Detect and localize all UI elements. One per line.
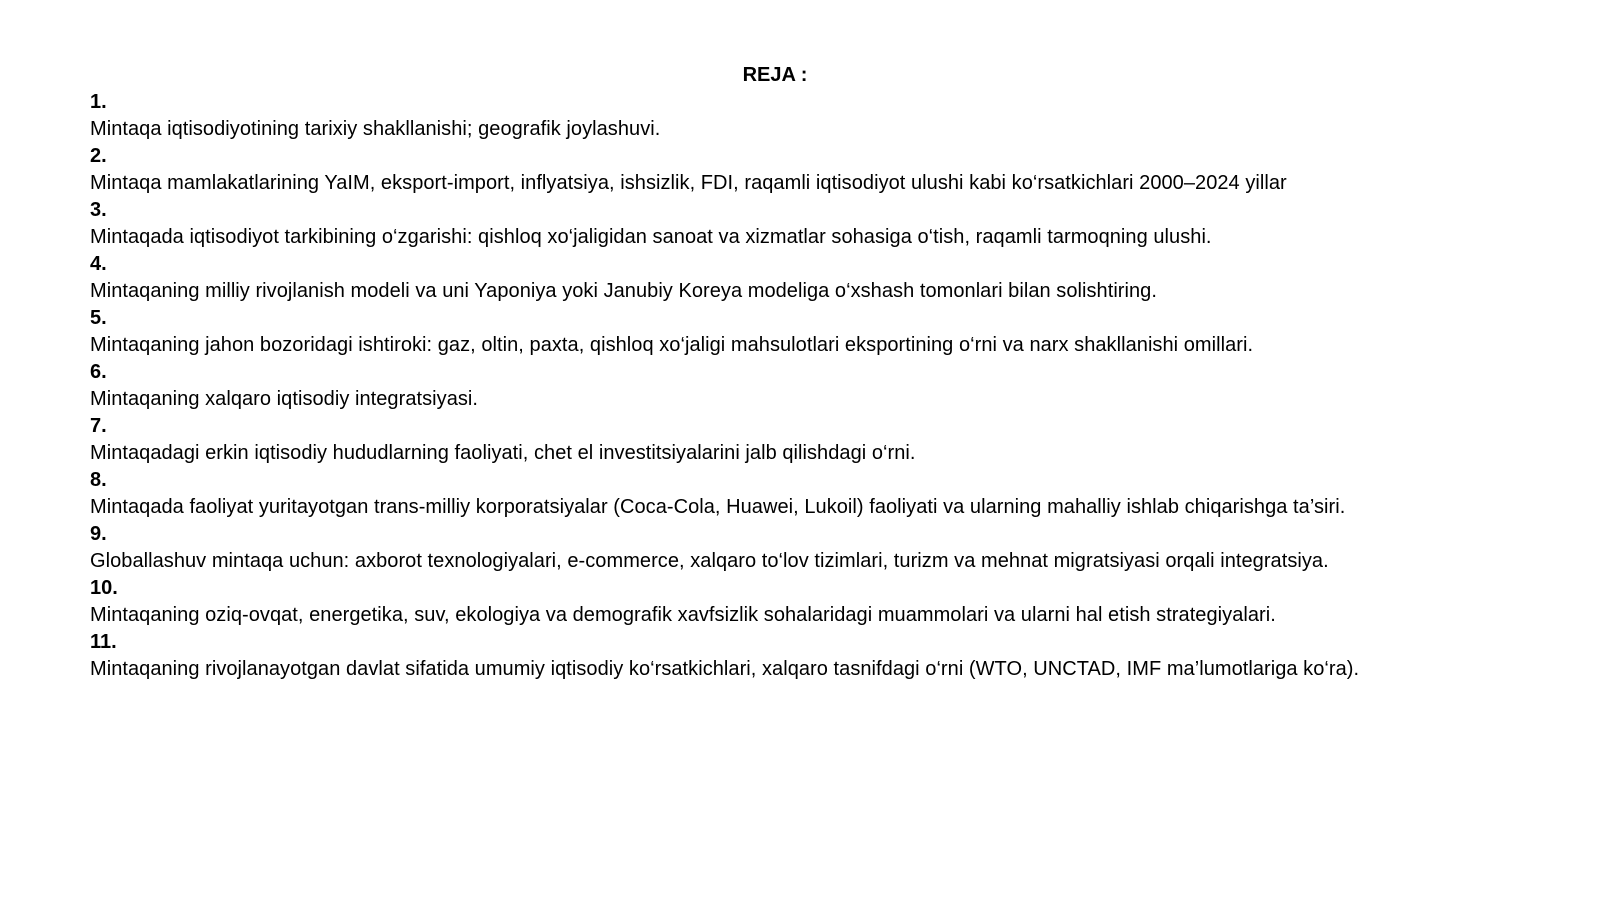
list-item xyxy=(90,467,1460,521)
item-number: 3. xyxy=(90,199,107,221)
list-item xyxy=(90,359,1460,413)
item-number: 4. xyxy=(90,253,107,275)
item-number: 5. xyxy=(90,307,107,329)
list-item xyxy=(90,413,1460,467)
item-number: 11. xyxy=(90,631,117,653)
item-text: Mintaqaning milliy rivojlanish modeli va uni Yaponiya yoki Janubiy Koreya modeliga o‘xshash tomonlari bilan solishtiring. xyxy=(90,280,1157,302)
slide-content xyxy=(90,62,1460,683)
item-text: Mintaqada iqtisodiyot tarkibining o‘zgarishi: qishloq xo‘jaligidan sanoat va xizmatlar sohasiga o‘tish, raqamli tarmoqning ulushi. xyxy=(90,226,1212,248)
item-text: Globallashuv mintaqa uchun: axborot texnologiyalari, e-commerce, xalqaro to‘lov tizimlari, turizm va mehnat migratsiyasi orqali integratsiya. xyxy=(90,550,1329,572)
page-title: REJA : xyxy=(742,64,808,86)
item-text: Mintaqaning rivojlanayotgan davlat sifatida umumiy iqtisodiy ko‘rsatkichlari, xalqaro tasnifdagi o‘rni (WTO, UNCTAD, IMF ma’lumotlariga ko‘ra). xyxy=(90,658,1360,680)
item-number: 2. xyxy=(90,145,107,167)
list-item xyxy=(90,629,1460,683)
list-item xyxy=(90,143,1460,197)
item-text: Mintaqa mamlakatlarining YaIM, eksport-import, inflyatsiya, ishsizlik, FDI, raqamli iqtisodiyot ulushi kabi ko‘rsatkichlari 2000–2024 yillar xyxy=(90,172,1287,194)
item-text: Mintaqaning jahon bozoridagi ishtiroki: gaz, oltin, paxta, qishloq xo‘jaligi mahsulotlari eksportining o‘rni va narx shakllanishi omillari. xyxy=(90,334,1254,356)
list-item xyxy=(90,251,1460,305)
item-number: 1. xyxy=(90,91,107,113)
item-number: 8. xyxy=(90,469,107,491)
item-number: 6. xyxy=(90,361,107,383)
list-item xyxy=(90,521,1460,575)
item-text: Mintaqaning oziq-ovqat, energetika, suv, ekologiya va demografik xavfsizlik sohalaridagi muammolari va ularni hal etish strategiyalari. xyxy=(90,604,1276,626)
item-number: 9. xyxy=(90,523,107,545)
item-text: Mintaqadagi erkin iqtisodiy hududlarning faoliyati, chet el investitsiyalarini jalb qilishdagi o‘rni. xyxy=(90,442,916,464)
list-item xyxy=(90,575,1460,629)
item-number: 7. xyxy=(90,415,107,437)
plan-list xyxy=(90,89,1460,683)
list-item xyxy=(90,89,1460,143)
item-text: Mintaqada faoliyat yuritayotgan trans-milliy korporatsiyalar (Coca-Cola, Huawei, Lukoil) faoliyati va ularning mahalliy ishlab chiqarishga ta’siri. xyxy=(90,496,1346,518)
item-text: Mintaqa iqtisodiyotining tarixiy shakllanishi; geografik joylashuvi. xyxy=(90,118,661,140)
item-text: Mintaqaning xalqaro iqtisodiy integratsiyasi. xyxy=(90,388,479,410)
list-item xyxy=(90,197,1460,251)
list-item xyxy=(90,305,1460,359)
item-number: 10. xyxy=(90,577,118,599)
